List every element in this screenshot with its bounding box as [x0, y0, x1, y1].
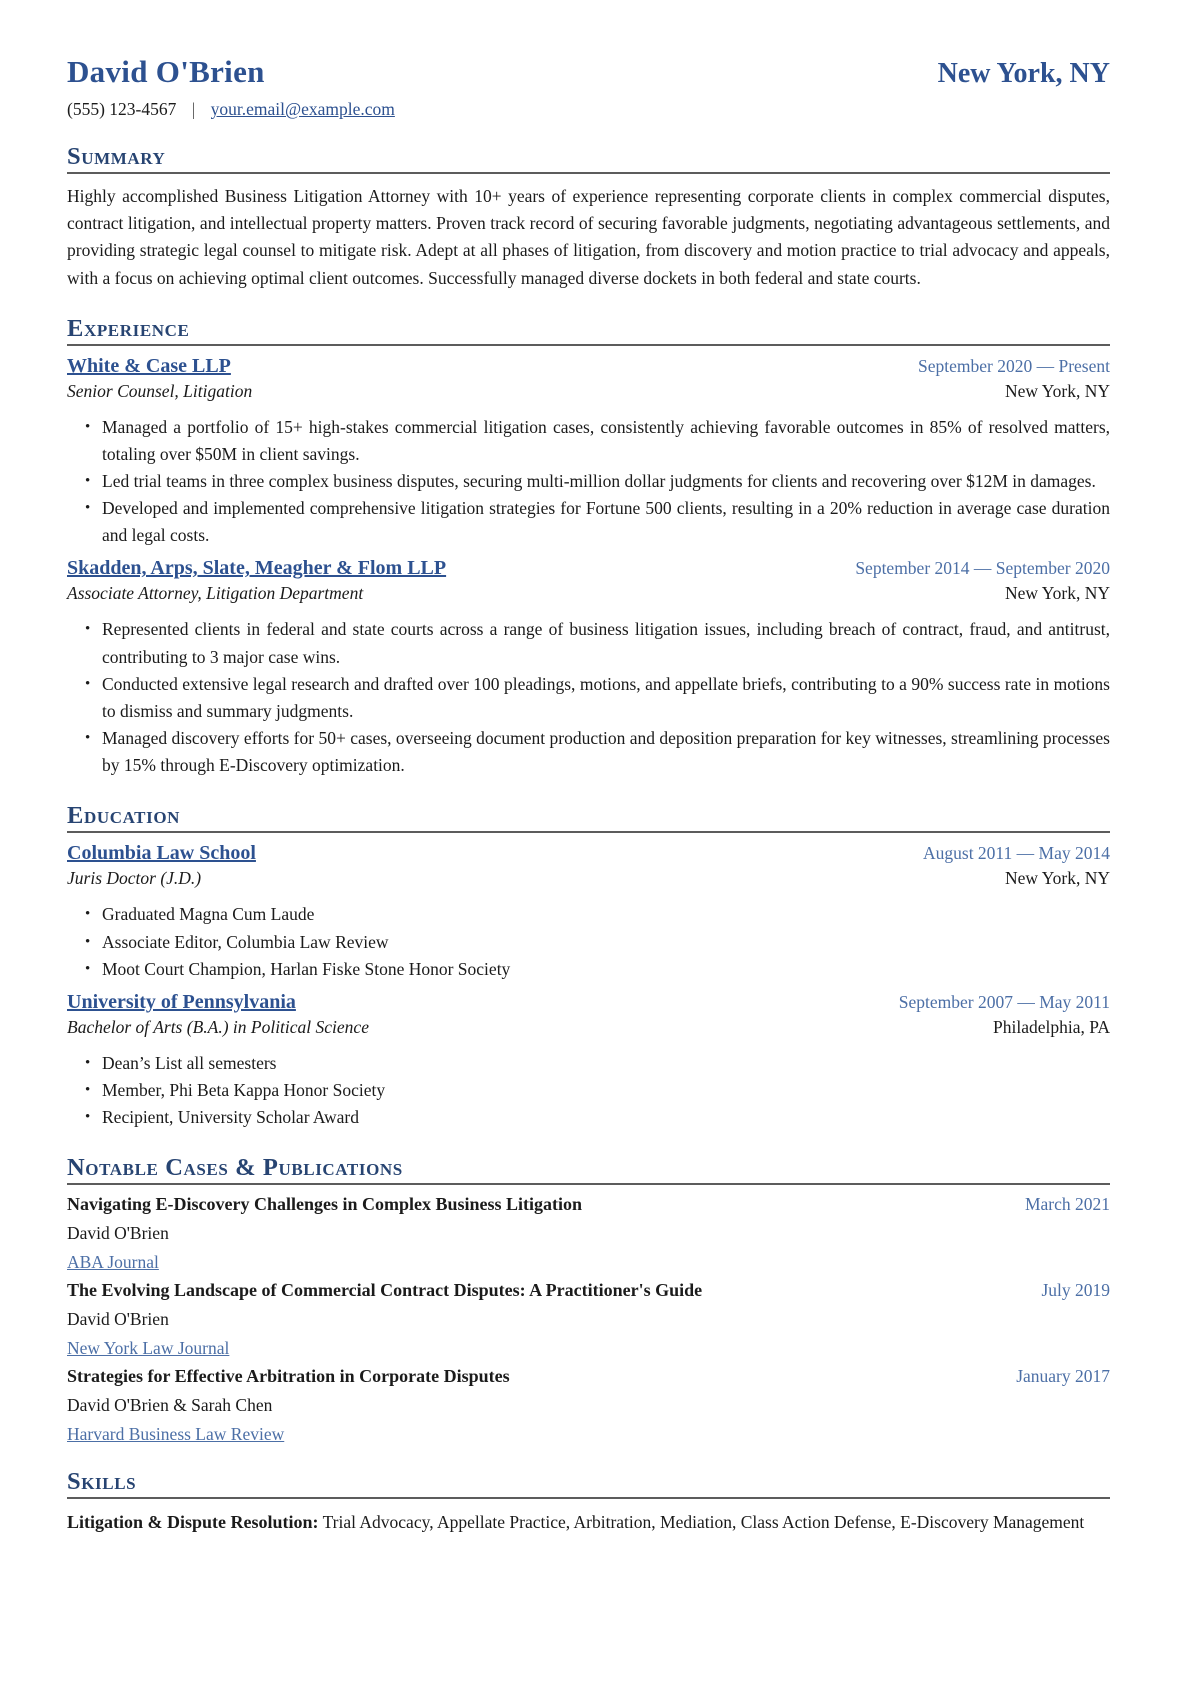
section-publications: [67, 1154, 1110, 1445]
publication-date: March 2021: [1024, 1194, 1110, 1215]
entry-header: [67, 557, 1110, 580]
contact-separator: |: [191, 99, 196, 119]
education-bullets: [67, 901, 1110, 982]
publication-header: [67, 1366, 1110, 1387]
bullet-item: • Represented clients in federal and state courts across a range of business litigation issues, including breach of contract, fraud, and antitrust, contributing to 3 major case wins.: [67, 616, 1110, 670]
entry-header: [67, 991, 1110, 1014]
job-location: New York, NY: [1004, 583, 1110, 604]
entry-subheader: [67, 868, 1110, 889]
bullet-item: • Graduated Magna Cum Laude: [67, 901, 1110, 928]
education-bullets: [67, 1050, 1110, 1131]
degree-title: Juris Doctor (J.D.): [67, 868, 202, 889]
publication-title: Navigating E-Discovery Challenges in Complex Business Litigation: [67, 1194, 583, 1215]
publication-authors: David O'Brien: [67, 1223, 169, 1244]
entry-dates: September 2020 — Present: [918, 355, 1110, 376]
candidate-location: New York, NY: [937, 58, 1110, 89]
school-link-upenn[interactable]: University of Pennsylvania: [67, 990, 296, 1013]
company-link-skadden[interactable]: Skadden, Arps, Slate, Meagher & Flom LLP: [67, 557, 447, 580]
bullet-item: • Managed a portfolio of 15+ high-stakes commercial litigation cases, consistently achieving favorable outcomes in 85% of resolved matters, totaling over $50M in client savings.: [67, 414, 1110, 468]
journal-link-nylj[interactable]: New York Law Journal: [67, 1338, 230, 1359]
publication-title: The Evolving Landscape of Commercial Contract Disputes: A Practitioner's Guide: [67, 1280, 703, 1301]
experience-section-title: Experience: [67, 315, 1110, 346]
email-link[interactable]: your.email@example.com: [210, 99, 395, 119]
skills-category-label: Litigation & Dispute Resolution:: [67, 1512, 319, 1533]
publication-entry-3: [67, 1366, 1110, 1445]
section-experience: [67, 315, 1110, 780]
skills-items: Trial Advocacy, Appellate Practice, Arbitration, Mediation, Class Action Defense, E-Discovery Management: [322, 1512, 1085, 1533]
experience-bullets: [67, 616, 1110, 779]
bullet-item: • Led trial teams in three complex business disputes, securing multi-million dollar judgments for clients and recovering over $12M in damages.: [67, 468, 1110, 495]
section-education: [67, 802, 1110, 1131]
school-location: Philadelphia, PA: [993, 1016, 1110, 1037]
publications-section-title: Notable Cases & Publications: [67, 1154, 1110, 1185]
bullet-item: • Associate Editor, Columbia Law Review: [67, 929, 1110, 956]
bullet-item: • Member, Phi Beta Kappa Honor Society: [67, 1077, 1110, 1104]
candidate-name: David O'Brien: [67, 54, 265, 89]
bullet-item: • Developed and implemented comprehensive litigation strategies for Fortune 500 clients, resulting in a 20% reduction in average case duration and legal costs.: [67, 495, 1110, 549]
experience-bullets: [67, 414, 1110, 550]
journal-link-hblr[interactable]: Harvard Business Law Review: [67, 1424, 285, 1445]
entry-header: [67, 355, 1110, 378]
company-link-white-case[interactable]: White & Case LLP: [67, 354, 231, 377]
publication-header: [67, 1194, 1110, 1215]
summary-section-title: Summary: [67, 143, 1110, 174]
phone-number: (555) 123-4567: [67, 99, 177, 119]
skills-section-title: Skills: [67, 1468, 1110, 1499]
section-skills: [67, 1468, 1110, 1537]
education-section-title: Education: [67, 802, 1110, 833]
school-location: New York, NY: [1004, 868, 1110, 889]
entry-dates: September 2007 — May 2011: [898, 991, 1110, 1012]
entry-header: [67, 842, 1110, 865]
bullet-item: • Recipient, University Scholar Award: [67, 1104, 1110, 1131]
publication-entry-2: [67, 1280, 1110, 1359]
resume-header: [67, 54, 1110, 120]
contact-info: [67, 99, 1110, 120]
publication-date: July 2019: [1041, 1280, 1110, 1301]
journal-link-aba[interactable]: ABA Journal: [67, 1252, 159, 1273]
publication-header: [67, 1280, 1110, 1301]
school-link-columbia[interactable]: Columbia Law School: [67, 842, 256, 865]
experience-entry-1: [67, 355, 1110, 550]
publication-entry-1: [67, 1194, 1110, 1273]
job-title: Associate Attorney, Litigation Department: [67, 583, 364, 604]
entry-subheader: [67, 1017, 1110, 1038]
header-row: [67, 54, 1110, 90]
entry-dates: August 2011 — May 2014: [923, 843, 1110, 864]
bullet-item: • Managed discovery efforts for 50+ cases, overseeing document production and deposition preparation for key witnesses, streamlining processes by 15% through E-Discovery optimization.: [67, 725, 1110, 779]
publication-date: January 2017: [1016, 1366, 1110, 1387]
skills-text: [67, 1508, 1110, 1537]
job-location: New York, NY: [1004, 380, 1110, 401]
section-summary: [67, 143, 1110, 292]
entry-dates: September 2014 — September 2020: [855, 558, 1110, 579]
entry-subheader: [67, 381, 1110, 402]
summary-text: Highly accomplished Business Litigation Attorney with 10+ years of experience representing corporate clients in complex commercial disputes, contract litigation, and intellectual property matters. Proven track record of securing favorable judgments, negotiating advantageous settlements, and providing strategic legal counsel to mitigate risk. Adept at all phases of litigation, from discovery and motion practice to trial advocacy and appeals, with a focus on achieving optimal client outcomes. Successfully managed diverse dockets in both federal and state courts.: [67, 186, 1110, 288]
publication-authors: David O'Brien & Sarah Chen: [67, 1395, 273, 1416]
publication-authors: David O'Brien: [67, 1309, 169, 1330]
bullet-item: • Conducted extensive legal research and drafted over 100 pleadings, motions, and appellate briefs, contributing to a 90% success rate in motions to dismiss and summary judgments.: [67, 671, 1110, 725]
job-title: Senior Counsel, Litigation: [67, 380, 253, 401]
publication-title: Strategies for Effective Arbitration in Corporate Disputes: [67, 1366, 510, 1387]
education-entry-1: [67, 842, 1110, 982]
entry-subheader: [67, 583, 1110, 604]
bullet-item: • Moot Court Champion, Harlan Fiske Stone Honor Society: [67, 956, 1110, 983]
experience-entry-2: [67, 557, 1110, 779]
degree-title: Bachelor of Arts (B.A.) in Political Science: [67, 1016, 369, 1037]
education-entry-2: [67, 991, 1110, 1131]
bullet-item: • Dean’s List all semesters: [67, 1050, 1110, 1077]
